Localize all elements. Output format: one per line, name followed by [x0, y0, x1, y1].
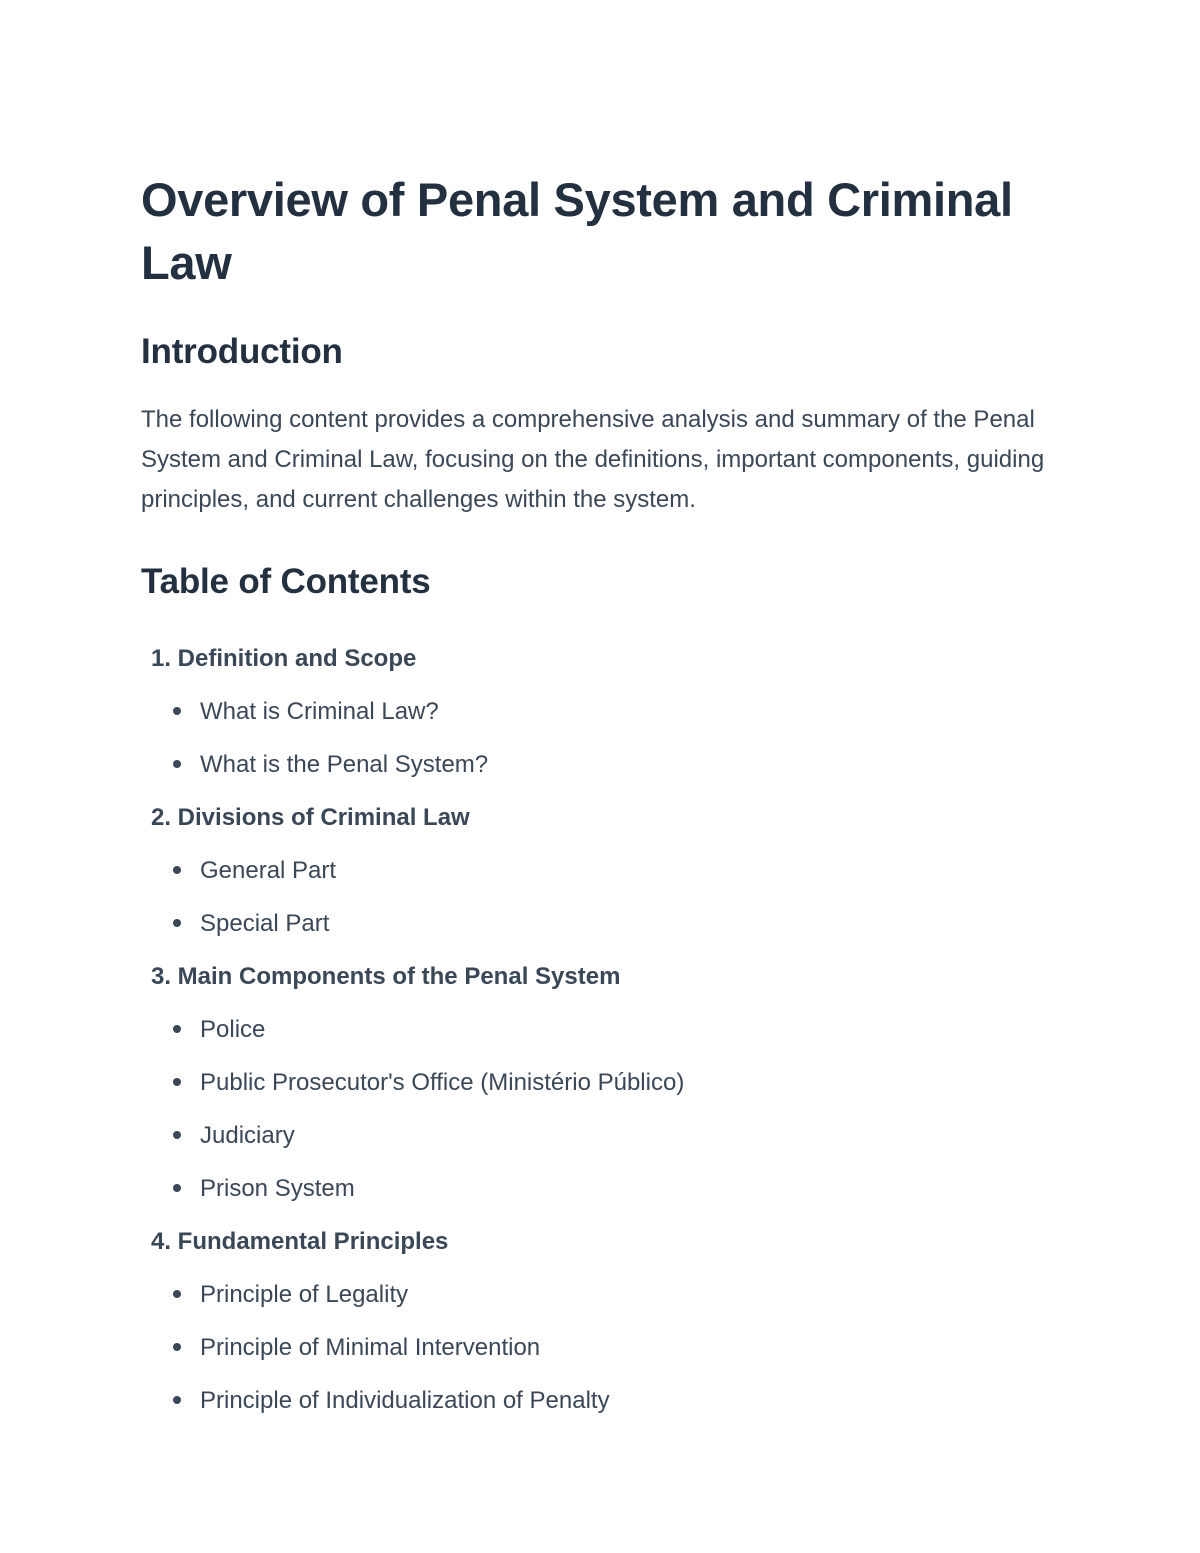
bullet-icon	[173, 1343, 181, 1351]
introduction-heading: Introduction	[141, 332, 343, 371]
toc-subsection-label: Public Prosecutor's Office (Ministério Público)	[200, 1069, 685, 1096]
toc-subsection-item	[141, 1374, 1061, 1427]
bullet-icon	[173, 1131, 181, 1139]
toc-subsection-list	[141, 1268, 1061, 1427]
toc-subsection-item	[141, 1321, 1061, 1374]
bullet-icon	[173, 1396, 181, 1404]
introduction-text: The following content provides a comprehensive analysis and summary of the Penal System and Criminal Law, focusing on the definitions, important components, guiding principles, and current challenges within the system.	[141, 406, 1045, 513]
toc-subsection-item	[141, 1162, 1061, 1215]
toc-section-1	[141, 632, 1061, 791]
bullet-icon	[173, 919, 181, 927]
toc-section-3	[141, 950, 1061, 1215]
toc-subsection-label: Special Part	[200, 910, 330, 937]
toc-section-heading	[141, 791, 1061, 844]
bullet-icon	[173, 866, 181, 874]
toc-subsection-item	[141, 685, 1061, 738]
toc-subsection-label: Prison System	[200, 1175, 355, 1202]
toc-subsection-list	[141, 844, 1061, 950]
toc-section-label: Definition and Scope	[177, 645, 417, 672]
toc-subsection-list	[141, 685, 1061, 791]
toc-subsection-item	[141, 897, 1061, 950]
document-title: Overview of Penal System and Criminal Law	[141, 173, 1013, 289]
toc-section-heading	[141, 1215, 1061, 1268]
toc-section-heading	[141, 632, 1061, 685]
toc-subsection-item	[141, 1268, 1061, 1321]
bullet-icon	[173, 707, 181, 715]
toc-section-label: Main Components of the Penal System	[177, 963, 621, 990]
document-page	[141, 168, 1061, 1427]
toc-subsection-label: Principle of Minimal Intervention	[200, 1334, 541, 1361]
bullet-icon	[173, 1184, 181, 1192]
toc-section-heading	[141, 950, 1061, 1003]
toc-section-number: 3.	[150, 963, 171, 990]
toc-subsection-item	[141, 844, 1061, 897]
toc-subsection-label: Principle of Legality	[200, 1281, 409, 1308]
toc-subsection-item	[141, 738, 1061, 791]
toc-section-number: 4.	[150, 1228, 171, 1255]
bullet-icon	[173, 760, 181, 768]
toc-section-label: Fundamental Principles	[177, 1228, 449, 1255]
bullet-icon	[173, 1078, 181, 1086]
toc-heading: Table of Contents	[141, 562, 431, 601]
toc-subsection-item	[141, 1056, 1061, 1109]
table-of-contents	[141, 632, 1061, 1427]
toc-subsection-item	[141, 1109, 1061, 1162]
toc-subsection-label: General Part	[200, 857, 337, 884]
toc-subsection-label: Principle of Individualization of Penalty	[200, 1387, 610, 1414]
toc-subsection-label: What is the Penal System?	[200, 751, 489, 778]
toc-section-number: 1.	[150, 645, 171, 672]
toc-subsection-label: Police	[200, 1016, 266, 1043]
toc-section-label: Divisions of Criminal Law	[177, 804, 470, 831]
toc-subsection-label: What is Criminal Law?	[200, 698, 439, 725]
bullet-icon	[173, 1290, 181, 1298]
toc-subsection-item	[141, 1003, 1061, 1056]
toc-section-2	[141, 791, 1061, 950]
toc-subsection-label: Judiciary	[200, 1122, 295, 1149]
toc-section-number: 2.	[150, 804, 171, 831]
bullet-icon	[173, 1025, 181, 1033]
toc-subsection-list	[141, 1003, 1061, 1215]
toc-section-4	[141, 1215, 1061, 1427]
